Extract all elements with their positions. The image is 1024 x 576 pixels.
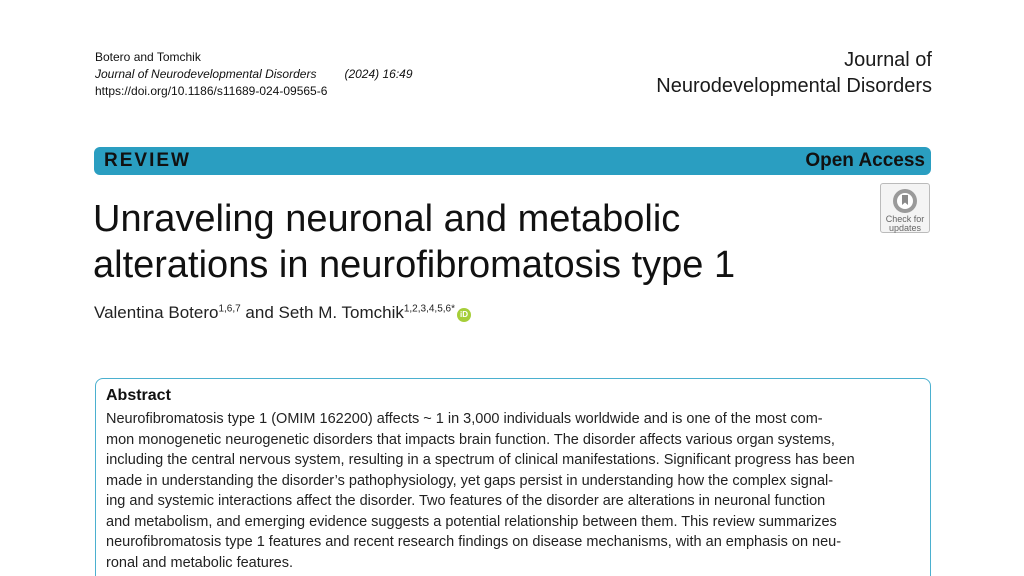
orcid-icon[interactable]: iD bbox=[457, 308, 471, 322]
abstract-line: ronal and metabolic features. bbox=[106, 554, 293, 571]
abstract-line: made in understanding the disorder’s pathophysiology, yet gaps persist in understanding how the complex signal- bbox=[106, 472, 834, 489]
citation-journal: Journal of Neurodevelopmental Disorders bbox=[95, 67, 317, 81]
abstract-line: including the central nervous system, resulting in a spectrum of clinical manifestations. Significant progress has been bbox=[106, 452, 855, 468]
author-affiliation-marks: 1,2,3,4,5,6* bbox=[403, 303, 455, 315]
author-conjunction: and bbox=[240, 303, 279, 322]
article-title bbox=[93, 196, 853, 288]
journal-name-line1: Journal of bbox=[844, 49, 932, 71]
bookmark-circle-icon bbox=[892, 188, 918, 214]
abstract-line: Neurofibromatosis type 1 (OMIM 162200) affects ~ 1 in 3,000 individuals worldwide and is one of the most com- bbox=[106, 411, 823, 427]
abstract-line: and metabolism, and emerging evidence suggests a potential relationship between them. This review summarizes bbox=[106, 513, 837, 530]
check-updates-line2: updates bbox=[888, 223, 922, 233]
abstract-heading: Abstract bbox=[106, 387, 171, 404]
article-type-label: REVIEW bbox=[104, 150, 191, 171]
article-title-line1: Unraveling neuronal and metabolic bbox=[93, 198, 681, 240]
author-name[interactable]: Valentina Botero bbox=[94, 303, 219, 322]
abstract-line: neurofibromatosis type 1 features and recent research findings on disease mechanisms, with an emphasis on neu- bbox=[106, 534, 842, 550]
abstract-line: mon monogenetic neurogenetic disorders that impacts brain function. The disorder affects various organ systems, bbox=[106, 431, 835, 448]
author-list bbox=[94, 303, 471, 323]
open-access-label: Open Access bbox=[805, 150, 925, 171]
citation-authors: Botero and Tomchik bbox=[95, 50, 201, 64]
journal-name-line2: Neurodevelopmental Disorders bbox=[656, 75, 932, 97]
check-updates-line1: Check for bbox=[885, 214, 925, 224]
citation-journal-line bbox=[95, 66, 413, 83]
citation-doi-link[interactable]: https://doi.org/10.1186/s11689-024-09565-6 bbox=[95, 84, 328, 98]
article-type-banner bbox=[94, 147, 931, 175]
article-title-line2: alterations in neurofibromatosis type 1 bbox=[93, 244, 736, 286]
abstract-section bbox=[95, 378, 931, 576]
journal-name bbox=[656, 47, 932, 99]
author-affiliation-marks: 1,6,7 bbox=[218, 303, 241, 315]
citation-volume: (2024) 16:49 bbox=[344, 67, 413, 81]
abstract-line: ing and systemic interactions affect the disorder. Two features of the disorder are alterations in neuronal function bbox=[106, 493, 826, 509]
citation-block bbox=[95, 49, 413, 100]
check-for-updates-badge[interactable] bbox=[880, 183, 930, 233]
author-name[interactable]: Seth M. Tomchik bbox=[278, 303, 404, 322]
